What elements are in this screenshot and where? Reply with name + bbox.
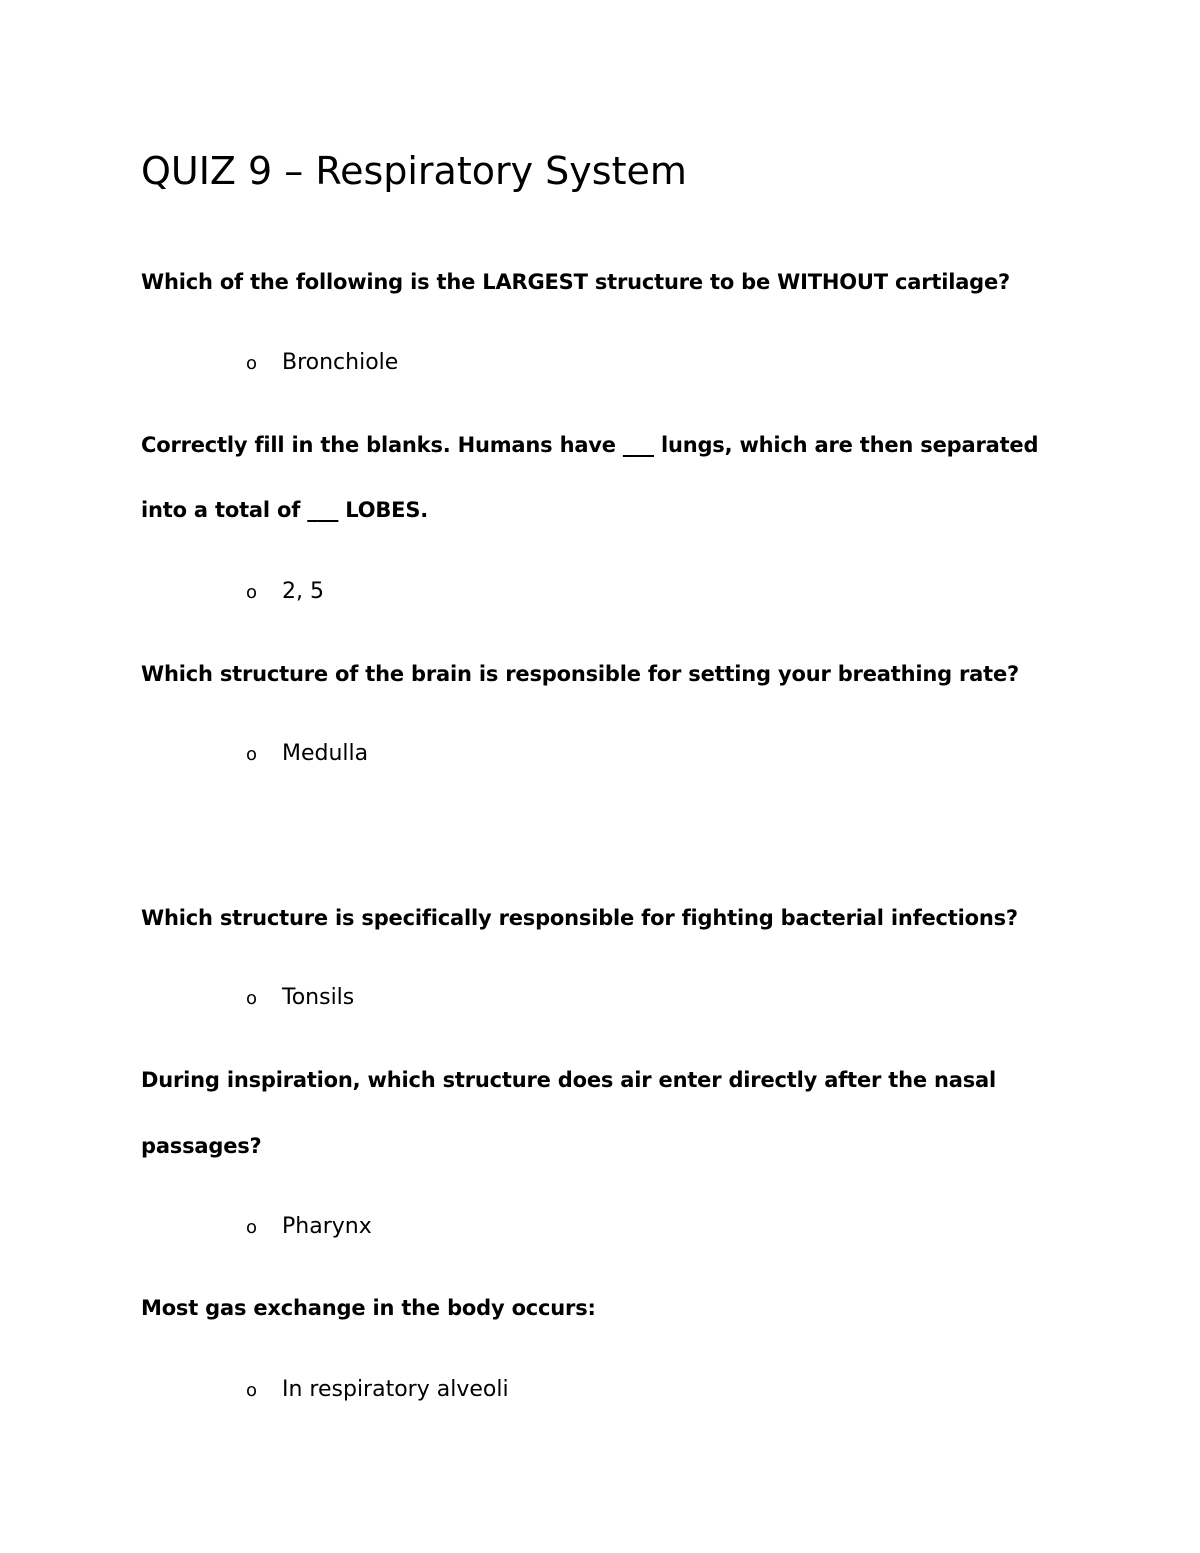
answer-1-text: Bronchiole bbox=[282, 350, 399, 375]
bullet-icon: o bbox=[246, 1217, 258, 1238]
answer-3-text: Medulla bbox=[282, 741, 369, 766]
question-5-line-2: passages? bbox=[141, 1134, 262, 1158]
answer-1 bbox=[246, 350, 398, 375]
bullet-icon: o bbox=[246, 582, 258, 603]
answer-3 bbox=[246, 741, 368, 766]
question-1: Which of the following is the LARGEST structure to be WITHOUT cartilage? bbox=[141, 270, 1011, 294]
answer-4-text: Tonsils bbox=[282, 985, 355, 1010]
question-2-line-2: into a total of ___ LOBES. bbox=[141, 498, 429, 522]
answer-5-text: Pharynx bbox=[282, 1214, 372, 1239]
answer-4 bbox=[246, 985, 354, 1010]
answer-2 bbox=[246, 579, 324, 604]
answer-5 bbox=[246, 1214, 372, 1239]
question-4: Which structure is specifically responsible for fighting bacterial infections? bbox=[141, 906, 1018, 930]
bullet-icon: o bbox=[246, 988, 258, 1009]
bullet-icon: o bbox=[246, 744, 258, 765]
question-2-line-1: Correctly fill in the blanks. Humans have ___ lungs, which are then separated bbox=[141, 433, 1039, 457]
bullet-icon: o bbox=[246, 1380, 258, 1401]
answer-6 bbox=[246, 1377, 509, 1402]
question-3: Which structure of the brain is responsible for setting your breathing rate? bbox=[141, 662, 1019, 686]
page-title: QUIZ 9 – Respiratory System bbox=[141, 149, 687, 193]
bullet-icon: o bbox=[246, 353, 258, 374]
question-5-line-1: During inspiration, which structure does air enter directly after the nasal bbox=[141, 1068, 996, 1092]
question-6: Most gas exchange in the body occurs: bbox=[141, 1296, 596, 1320]
answer-2-text: 2, 5 bbox=[282, 579, 324, 604]
answer-6-text: In respiratory alveoli bbox=[282, 1377, 509, 1402]
